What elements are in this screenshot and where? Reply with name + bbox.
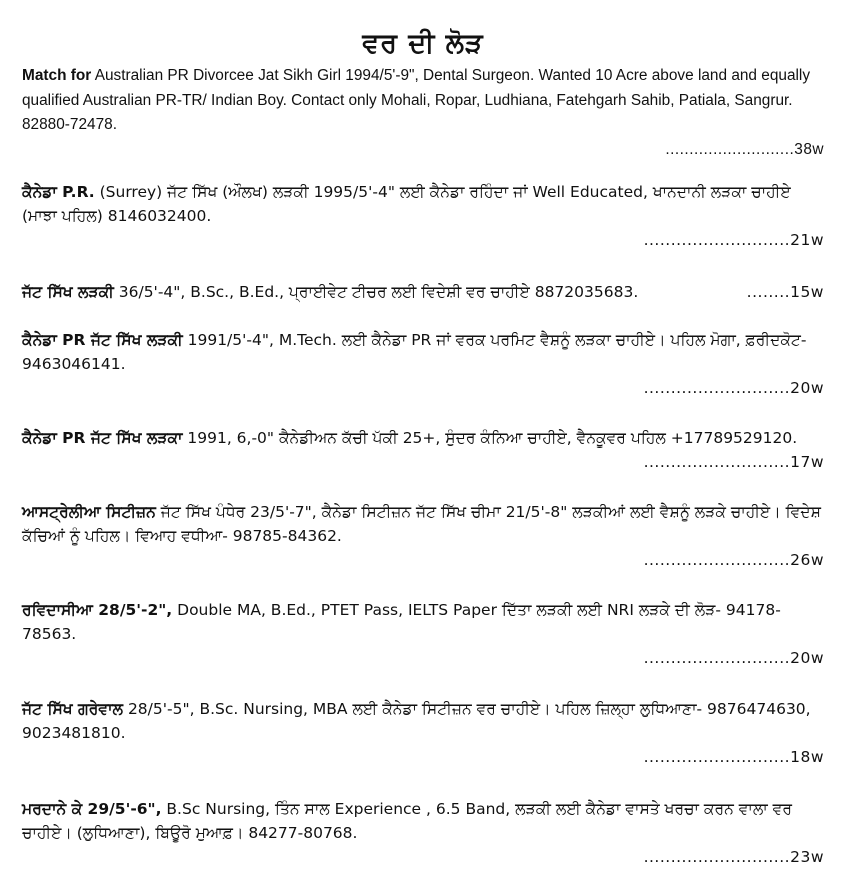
ad-lead: Match for [22,67,92,84]
ad-reference: ...........................18w [643,748,824,766]
ad-text: Double MA, B.Ed., PTET Pass, IELTS Paper ਦਿੱਤਾ ਲੜਕੀ ਲਈ NRI ਲੜਕੇ ਦੀ ਲੋੜ- 94178-78563. [22,601,781,643]
ad-reference: ...........................26w [643,551,824,569]
matrimonial-ad [22,697,824,769]
ad-reference: ...........................17w [643,453,824,471]
ad-lead: ਜੱਟ ਸਿੱਖ ਲੜਕੀ [22,283,114,301]
section-title: ਵਰ ਦੀ ਲੋੜ [362,28,484,59]
ad-reference: ...........................38w [665,140,824,158]
ad-text: ਜੱਟ ਸਿੱਖ ਪੰਧੇਰ 23/5'-7", ਕੈਨੇਡਾ ਸਿਟੀਜ਼ਨ ਜੱਟ ਸਿੱਖ ਚੀਮਾ 21/5'-8" ਲੜਕੀਆਂ ਲਈ ਵੈਸ਼ਨੂੰ ਲੜਕੇ ਚਾਹੀਏ। ਵਿਦੇਸ਼ ਕੱਚਿਆਂ ਨੂੰ ਪਹਿਲ। ਵਿਆਹ ਵਧੀਆ- 98785-84362. [22,503,821,545]
matrimonial-ad [22,180,824,252]
ad-lead: ਕੈਨੇਡਾ PR ਜੱਟ ਸਿੱਖ ਲੜਕੀ [22,331,183,349]
ad-lead: ਮਰਦਾਨੇ ਕੇ 29/5'-6", [22,800,162,818]
ad-text: (Surrey) ਜੱਟ ਸਿੱਖ (ਔਲਖ) ਲੜਕੀ 1995/5'-4" ਲਈ ਕੈਨੇਡਾ ਰਹਿੰਦਾ ਜਾਂ Well Educated, ਖਾਨਦਾਨੀ ਲੜਕਾ ਚਾਹੀਏ (ਮਾਝਾ ਪਹਿਲ) 8146032400. [22,183,791,225]
ad-reference: ........15w [746,283,824,301]
ad-reference: ...........................21w [643,231,824,249]
matrimonial-ad [22,598,824,670]
ad-lead: ਆਸਟ੍ਰੇਲੀਆ ਸਿਟੀਜ਼ਨ [22,503,156,521]
matrimonial-ad [22,64,824,162]
ad-lead: ਕੈਨੇਡਾ P.R. [22,183,95,201]
ad-text: 28/5'-5", B.Sc. Nursing, MBA ਲਈ ਕੈਨੇਡਾ ਸਿਟੀਜ਼ਨ ਵਰ ਚਾਹੀਏ। ਪਹਿਲ ਜ਼ਿਲ੍ਹਾ ਲੁਧਿਆਣਾ- 9876474630, 9023481810. [22,700,811,742]
matrimonial-ad [22,328,824,400]
ad-text: B.Sc Nursing, ਤਿੰਨ ਸਾਲ Experience , 6.5 Band, ਲੜਕੀ ਲਈ ਕੈਨੇਡਾ ਵਾਸਤੇ ਖਰਚਾ ਕਰਨ ਵਾਲਾ ਵਰ ਚਾਹੀਏ। (ਲੁਧਿਆਣਾ), ਬਿਊਰੋ ਮੁਆਫ਼। 84277-80768. [22,800,792,842]
matrimonial-ad [22,426,824,474]
matrimonial-ad [22,500,824,572]
ad-reference: ...........................20w [643,379,824,397]
matrimonial-ad [22,797,824,869]
ad-reference: ...........................20w [643,649,824,667]
ad-text: Australian PR Divorcee Jat Sikh Girl 1994/5'-9", Dental Surgeon. Wanted 10 Acre above land and equally qualified Australian PR-TR/ Indian Boy. Contact only Mohali, Ropar, Ludhiana, Fatehgarh Sahib, Patiala, Sangrur. 82880-72478. [22,67,811,133]
ad-lead: ਜੱਟ ਸਿੱਖ ਗਰੇਵਾਲ [22,700,124,718]
ad-reference: ...........................23w [643,848,824,866]
ad-text: 1991, 6,-0" ਕੈਨੇਡੀਅਨ ਕੱਚੀ ਪੱਕੀ 25+, ਸੁੰਦਰ ਕੰਨਿਆ ਚਾਹੀਏ, ਵੈਨਕੂਵਰ ਪਹਿਲ +17789529120. [182,429,798,447]
ad-lead: ਕੈਨੇਡਾ PR ਜੱਟ ਸਿੱਖ ਲੜਕਾ [22,429,183,447]
ad-text: 36/5'-4", B.Sc., B.Ed., ਪ੍ਰਾਈਵੇਟ ਟੀਚਰ ਲਈ ਵਿਦੇਸ਼ੀ ਵਰ ਚਾਹੀਏ 8872035683. [113,283,639,301]
ad-lead: ਰਵਿਦਾਸੀਆ 28/5'-2", [22,601,173,619]
ad-text: 1991/5'-4", M.Tech. ਲਈ ਕੈਨੇਡਾ PR ਜਾਂ ਵਰਕ ਪਰਮਿਟ ਵੈਸ਼ਨੂੰ ਲੜਕਾ ਚਾਹੀਏ। ਪਹਿਲ ਮੋਗਾ, ਫ਼ਰੀਦਕੋਟ- 9463046141. [22,331,807,373]
matrimonial-ad [22,280,824,304]
